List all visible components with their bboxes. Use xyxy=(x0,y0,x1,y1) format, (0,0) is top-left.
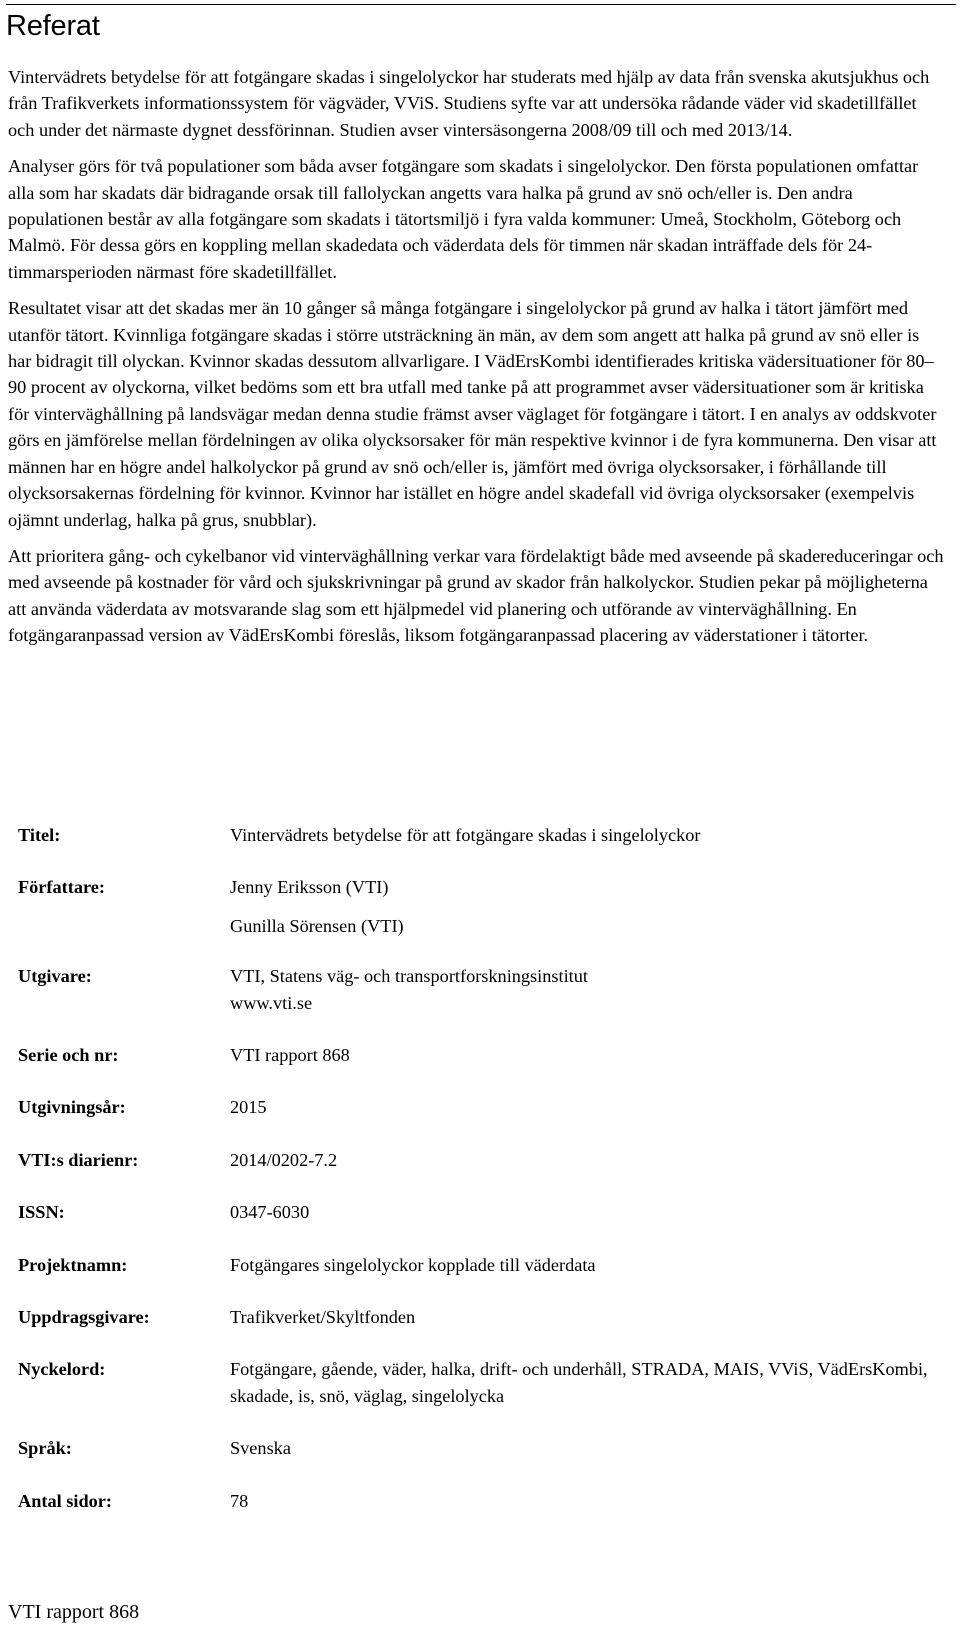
meta-value-project: Fotgängares singelolyckor kopplade till väderdata xyxy=(230,1254,596,1275)
meta-label-pages: Antal sidor: xyxy=(18,1490,112,1511)
meta-value-series: VTI rapport 868 xyxy=(230,1045,350,1066)
meta-label-client: Uppdragsgivare: xyxy=(18,1307,150,1328)
abstract-paragraph-4: Att prioritera gång- och cykelbanor vid vinterväghållning verkar vara fördelaktigt både med avseende på skadereduceringar och med avseende på kostnader för vård och sjukskrivningar på grund av skador från halkolyckor. Studien pekar på möjligheterna att använda väderdata av motsvarande slag som ett hjälpmedel vid planering och utförande av vinterväghållning. En fotgängaranpassad version av VädErsKombi föreslås, liksom fotgängaranpassad placering av väderstationer i tätorter. xyxy=(8,545,944,646)
publisher-name: VTI, Statens väg- och transportforskningsinstitut xyxy=(230,966,588,987)
meta-label-authors: Författare: xyxy=(18,877,105,898)
meta-row-project xyxy=(18,1252,938,1278)
meta-row-keywords xyxy=(18,1356,938,1409)
abstract-paragraph-3: Resultatet visar att det skadas mer än 10 gånger så många fotgängare i singelolyckor på grund av halka i tätort jämfört med utanför tätort. Kvinnliga fotgängare skadas i större utsträckning än män, av dem som angett att halka på grund av snö eller is har bidragit till olyckan. Kvinnor skadas dessutom allvarligare. I VädErsKombi identifierades kritiska vädersituationer för 80–90 procent av olyckorna, vilket bedöms som ett bra utfall med tanke på att programmet avser vädersituationer som är kritiska för vinterväghållning på landsvägar medan denna studie främst avser väglaget för fotgängare i tätort. I en analys av oddskvoter görs en jämförelse mellan fördelningen av olika olycksorsaker för män respektive kvinnor i de fyra kommunerna. Den visar att männen har en högre andel halkolyckor på grund av snö och/eller is, jämfört med övriga olycksorsaker, i förhållande till olycksorsakernas fördelning för kvinnor. Kvinnor har istället en högre andel skadefall vid övriga olycksorsaker (exempelvis ojämnt underlag, halka på grus, snubblar). xyxy=(8,298,937,530)
meta-value-client: Trafikverket/Skyltfonden xyxy=(230,1307,416,1328)
meta-value-diary: 2014/0202-7.2 xyxy=(230,1149,338,1170)
meta-label-year: Utgivningsår: xyxy=(18,1097,126,1118)
meta-label-series: Serie och nr: xyxy=(18,1045,119,1066)
meta-row-pages xyxy=(18,1488,938,1514)
heading-rule xyxy=(6,4,956,44)
meta-row-publisher xyxy=(18,963,938,1016)
meta-row-title xyxy=(18,822,938,848)
meta-value-title: Vintervädrets betydelse för att fotgängare skadas i singelolyckor xyxy=(230,825,701,845)
meta-label-publisher: Utgivare: xyxy=(18,966,92,987)
meta-value-year: 2015 xyxy=(230,1097,267,1118)
publisher-url[interactable]: www.vti.se xyxy=(230,992,313,1013)
page-title: Referat xyxy=(6,10,100,42)
meta-row-authors xyxy=(18,874,938,939)
meta-row-client xyxy=(18,1304,938,1330)
meta-value-publisher xyxy=(230,963,938,1016)
meta-value-keywords: Fotgängare, gående, väder, halka, drift- och underhåll, STRADA, MAIS, VViS, VädErsKombi, skadade, is, snö, väglag, singelolycka xyxy=(230,1359,928,1406)
meta-row-year xyxy=(18,1094,938,1120)
meta-label-issn: ISSN: xyxy=(18,1202,65,1223)
meta-label-title: Titel: xyxy=(18,825,61,845)
meta-row-issn xyxy=(18,1199,938,1225)
abstract-paragraph-2: Analyser görs för två populationer som båda avser fotgängare som skadats i singelolyckor. Den första populationen omfattar alla som har skadats där bidragande orsak till fallolyckan angetts vara halka på grund av snö och/eller is. Den andra populationen består av alla fotgängare som skadats i tätortsmiljö i fyra valda kommuner: Umeå, Stockholm, Göteborg och Malmö. För dessa görs en koppling mellan skadedata och väderdata dels för timmen när skadan inträffade dels för 24-timmarsperioden närmast före skadetillfället. xyxy=(8,156,919,282)
meta-value-authors xyxy=(230,874,938,939)
meta-value-language: Svenska xyxy=(230,1438,291,1459)
meta-label-project: Projektnamn: xyxy=(18,1254,128,1275)
meta-value-pages: 78 xyxy=(230,1490,249,1511)
meta-value-issn: 0347-6030 xyxy=(230,1202,310,1223)
report-metadata xyxy=(18,822,938,1514)
meta-label-diary: VTI:s diarienr: xyxy=(18,1149,139,1170)
abstract-paragraph-1: Vintervädrets betydelse för att fotgängare skadas i singelolyckor har studerats med hjälp av data från svenska akutsjukhus och från Trafikverkets informationssystem för vägväder, VViS. Studiens syfte var att undersöka rådande väder vid skadetillfället och under det närmaste dygnet dessförinnan. Studien avser vintersäsongerna 2008/09 till och med 2013/14. xyxy=(8,67,930,140)
meta-label-language: Språk: xyxy=(18,1438,72,1459)
meta-label-keywords: Nyckelord: xyxy=(18,1359,106,1380)
author-1: Jenny Eriksson (VTI) xyxy=(230,877,389,898)
meta-row-diary xyxy=(18,1147,938,1173)
abstract-body xyxy=(8,64,944,659)
author-2: Gunilla Sörensen (VTI) xyxy=(230,915,404,936)
meta-row-language xyxy=(18,1435,938,1461)
page-footer: VTI rapport 868 xyxy=(8,1601,140,1623)
meta-row-series xyxy=(18,1042,938,1068)
